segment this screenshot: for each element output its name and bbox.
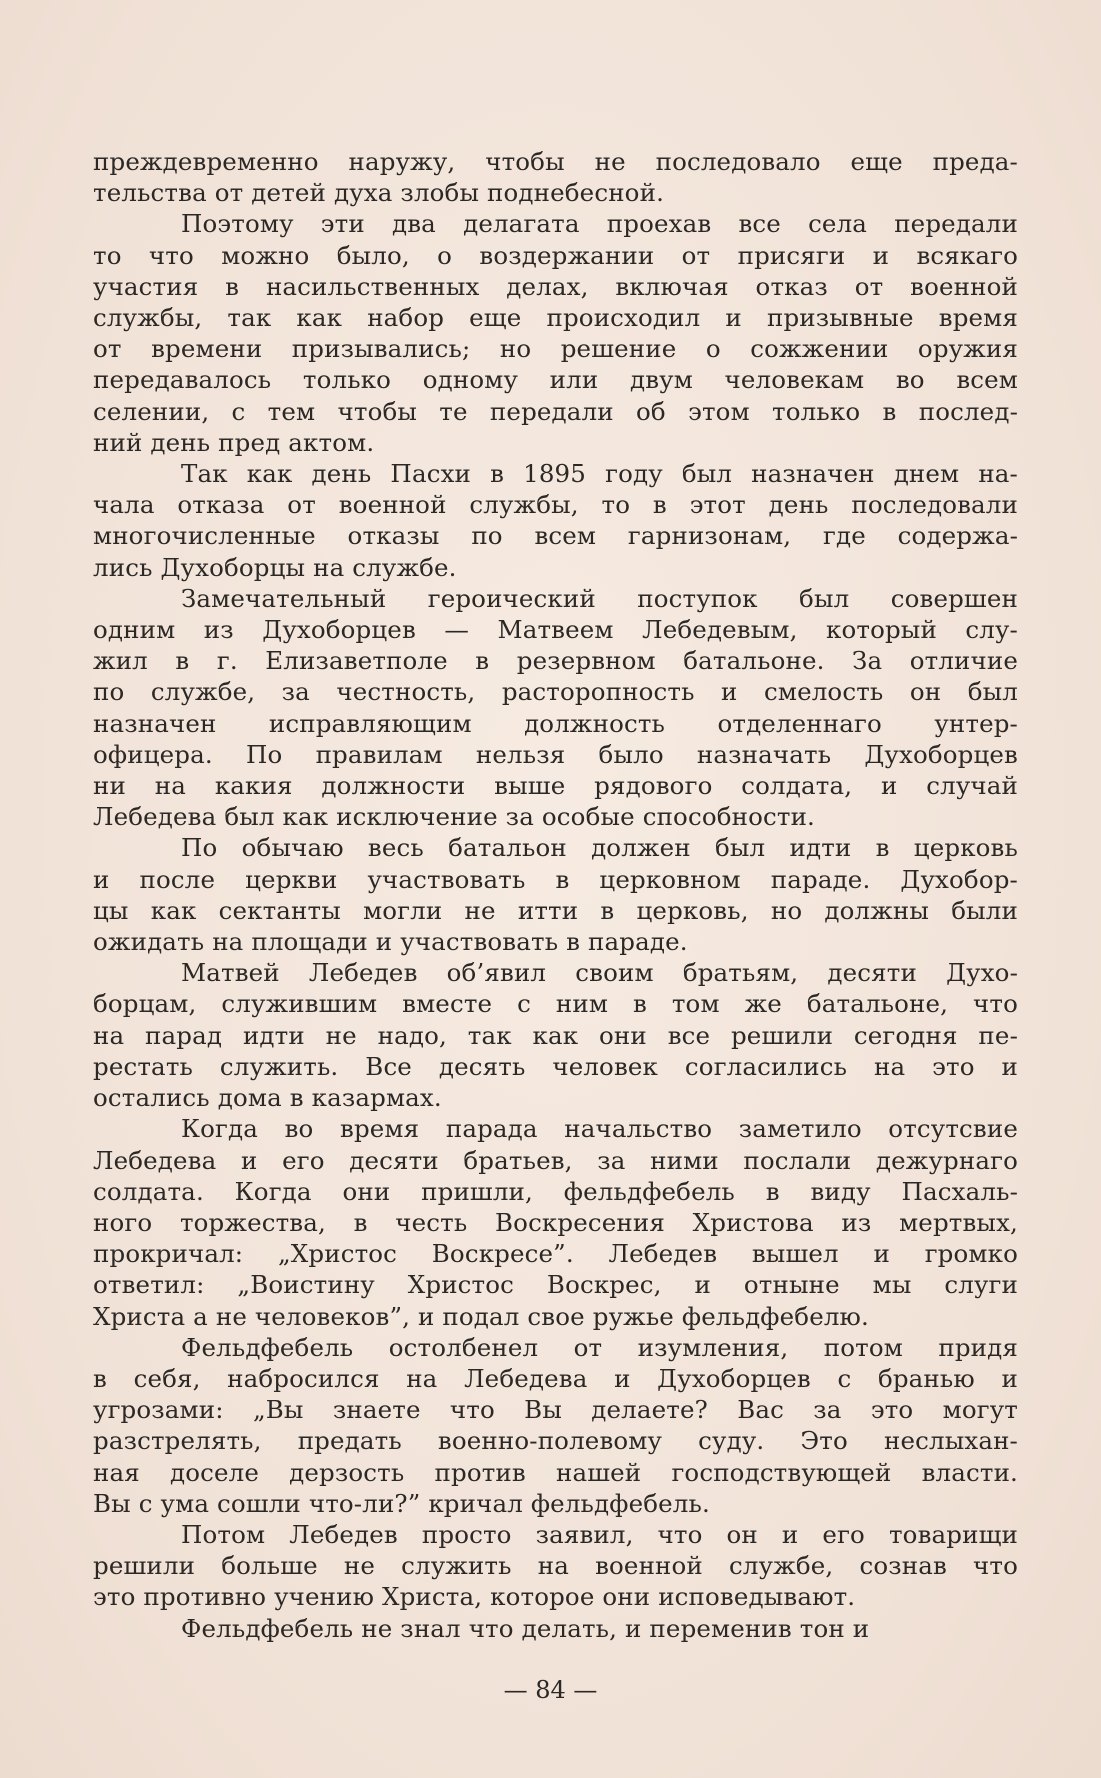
text-line: это противно учению Христа, которое они исповедывают. [93,1582,856,1612]
text-line: на парад идти не надо, так как они все решили сегодня пе- [93,1020,1018,1050]
text-line: По обычаю весь батальон должен был идти в церковь [181,833,1018,863]
text-line: ожидать на площади и участвовать в параде. [93,927,688,957]
text-line: службы, так как набор еще происходил и призывные время [93,303,1018,333]
text-line: селении, с тем чтобы те передали об этом только в послед- [93,396,1018,426]
text-line: Фельдфебель не знал что делать, и переменив тон и [181,1613,870,1643]
text-line: назначен исправляющим должность отделеннаго унтер- [93,708,1018,738]
text-line: передавалось только одному или двум человекам во всем [93,365,1018,395]
text-line: ни на какия должности выше рядового солдата, и случай [93,771,1018,801]
text-line: Когда во время парада начальство заметило отсутсвие [181,1114,1018,1144]
text-line: ний день пред актом. [93,427,375,457]
text-line: солдата. Когда они пришли, фельдфебель в виду Пасхаль- [93,1176,1018,1206]
text-line: Вы с ума сошли что-ли?” кричал фельдфебель. [93,1488,710,1518]
text-line: угрозами: „Вы знаете что Вы делаете? Вас за это могут [93,1395,1018,1425]
text-line: Матвей Лебедев об’явил своим братьям, десяти Духо- [181,958,1018,988]
text-line: от времени призывались; но решение о сожжении оружия [93,334,1018,364]
text-line: то что можно было, о воздержании от присяги и всякаго [93,240,1018,270]
text-line: Лебедева был как исключение за особые способности. [93,802,815,832]
text-line: тельства от детей духа злобы поднебесной. [93,178,665,208]
text-line: Поэтому эти два делагата проехав все села передали [181,209,1018,239]
text-line: Потом Лебедев просто заявил, что он и его товарищи [181,1519,1018,1549]
text-line: чала отказа от военной службы, то в этот день последовали [93,490,1018,520]
body-text [93,146,1018,1644]
text-line: остались дома в казармах. [93,1083,442,1113]
text-line: цы как сектанты могли не итти в церковь, но должны были [93,895,1018,925]
text-line: Замечательный героический поступок был совершен [181,583,1018,613]
text-line: многочисленные отказы по всем гарнизонам, где содержа- [93,521,1018,551]
text-line: борцам, служившим вместе с ним в том же батальоне, что [93,989,1018,1019]
text-line: решили больше не служить на военной службе, сознав что [93,1551,1018,1581]
text-line: Лебедева и его десяти братьев, за ними послали дежурнаго [93,1145,1018,1175]
text-line: прокричал: „Христос Воскресе”. Лебедев вышел и громко [93,1239,1018,1269]
text-line: и после церкви участвовать в церковном параде. Духобор- [93,864,1018,894]
text-line: Христа а не человеков”, и подал свое ружье фельдфебелю. [93,1301,869,1331]
text-line: лись Духоборцы на службе. [93,552,457,582]
text-line: одним из Духоборцев — Матвеем Лебедевым, который слу- [93,615,1018,645]
text-line: Фельдфебель остолбенел от изумления, потом придя [181,1332,1018,1362]
text-line: участия в насильственных делах, включая отказ от военной [93,271,1018,301]
text-line: ная доселе дерзость против нашей господствующей власти. [93,1457,1018,1487]
page-number: — 84 — [503,1676,598,1704]
text-line: ного торжества, в честь Воскресения Христова из мертвых, [93,1207,1018,1237]
text-line: жил в г. Елизаветполе в резервном батальоне. За отличие [93,646,1018,676]
text-line: офицера. По правилам нельзя было назначать Духоборцев [93,739,1018,769]
text-line: по службе, за честность, расторопность и смелость он был [93,677,1018,707]
text-line: рестать служить. Все десять человек согласились на это и [93,1051,1018,1081]
text-line: в себя, набросился на Лебедева и Духоборцев с бранью и [93,1363,1018,1393]
text-line: преждевременно наружу, чтобы не последовало еще преда- [93,147,1018,176]
text-line: разстрелять, предать военно-полевому суду. Это неслыхан- [93,1426,1018,1456]
text-line: ответил: „Воистину Христос Воскрес, и отныне мы слуги [93,1270,1018,1300]
text-line: Так как день Пасхи в 1895 году был назначен днем на- [181,459,1018,489]
